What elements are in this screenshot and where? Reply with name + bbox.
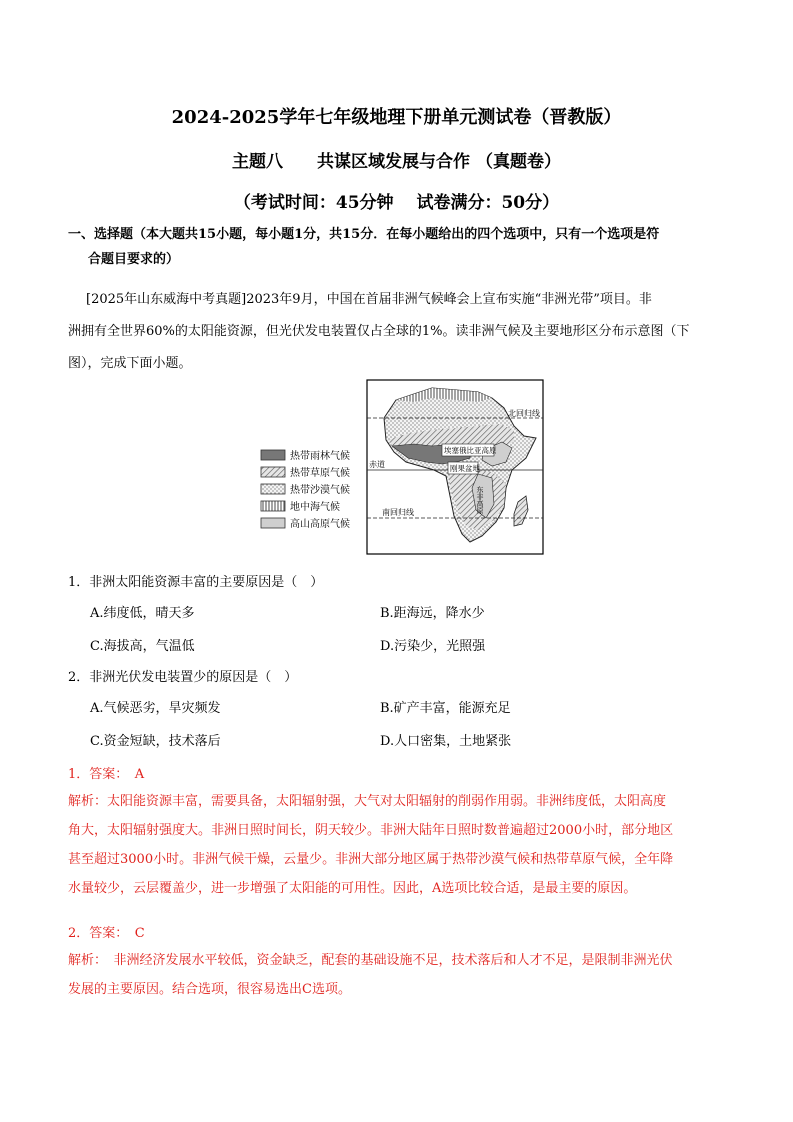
map-legend bbox=[261, 449, 350, 530]
exam-info: （考试时间：45分钟 试卷满分：50分） bbox=[233, 193, 560, 213]
analysis-1-line4: 水量较少，云层覆盖少，进一步增强了太阳能的可用性。因此，A选项比较合适，是最主要的原因。 bbox=[68, 881, 637, 896]
legend-item-2: 热带沙漠气候 bbox=[290, 485, 350, 496]
exam-subtitle: 主题八 共谋区域发展与合作 （真题卷） bbox=[232, 152, 561, 172]
q1-option-a[interactable]: A.纬度低，晴天多 bbox=[90, 606, 195, 621]
africa-climate-map bbox=[256, 378, 546, 556]
label-tropic-south: 南回归线 bbox=[382, 508, 414, 517]
question-1-stem: 1．非洲太阳能资源丰富的主要原因是（ ） bbox=[68, 575, 324, 590]
legend-item-4: 高山高原气候 bbox=[290, 519, 350, 530]
q1-option-b[interactable]: B.距海远，降水少 bbox=[380, 606, 485, 621]
analysis-1 bbox=[68, 787, 728, 903]
label-east-africa-plateau: 东非高原 bbox=[476, 486, 484, 514]
question-intro bbox=[68, 284, 726, 380]
label-tropic-north: 北回归线 bbox=[508, 409, 540, 418]
q2-option-d[interactable]: D.人口密集，土地紧张 bbox=[380, 734, 512, 749]
analysis-1-line3: 甚至超过3000小时。非洲气候干燥，云量少。非洲大部分地区属于热带沙漠气候和热带草原气候，全年降 bbox=[68, 852, 674, 867]
section-heading-line2: 合题目要求的） bbox=[88, 252, 180, 267]
intro-line3: 图），完成下面小题。 bbox=[68, 356, 192, 371]
q2-option-a[interactable]: A.气候恶劣，旱灾频发 bbox=[90, 701, 221, 716]
analysis-2 bbox=[68, 946, 728, 1004]
analysis-2-line2: 发展的主要原因。结合选项，很容易选出C选项。 bbox=[68, 982, 351, 997]
legend-item-0: 热带雨林气候 bbox=[290, 451, 350, 462]
legend-item-1: 热带草原气候 bbox=[290, 468, 350, 479]
analysis-2-line1: 解析： 非洲经济发展水平较低，资金缺乏，配套的基础设施不足，技术落后和人才不足，是限制非洲光伏 bbox=[68, 953, 673, 968]
q1-option-d[interactable]: D.污染少，光照强 bbox=[380, 639, 486, 654]
legend-item-3: 地中海气候 bbox=[290, 502, 340, 513]
label-ethiopian-highland: 埃塞俄比亚高原 bbox=[444, 446, 497, 455]
section-heading-line1: 一、选择题（本大题共15小题，每小题1分，共15分．在每小题给出的四个选项中，只有一个选项是符 bbox=[68, 227, 660, 242]
analysis-1-line1: 解析：太阳能资源丰富，需要具备，太阳辐射强，大气对太阳辐射的削弱作用弱。非洲纬度低，太阳高度 bbox=[68, 794, 667, 809]
exam-title: 2024-2025学年七年级地理下册单元测试卷（晋教版） bbox=[171, 107, 622, 128]
q2-option-c[interactable]: C.资金短缺，技术落后 bbox=[90, 734, 221, 749]
analysis-1-line2: 角大，太阳辐射强度大。非洲日照时间长，阴天较少。非洲大陆年日照时数普遍超过2000小时，部分地区 bbox=[68, 823, 674, 838]
label-congo-basin: 刚果盆地 bbox=[450, 464, 480, 473]
label-equator: 赤道 bbox=[369, 460, 385, 469]
answer-1: 1．答案： A bbox=[68, 767, 145, 782]
question-2-stem: 2．非洲光伏发电装置少的原因是（ ） bbox=[68, 670, 298, 685]
q1-option-c[interactable]: C.海拔高，气温低 bbox=[90, 639, 195, 654]
answer-2: 2．答案： C bbox=[68, 926, 145, 941]
q2-option-b[interactable]: B.矿产丰富，能源充足 bbox=[380, 701, 511, 716]
intro-line1: [2025年山东威海中考真题]2023年9月，中国在首届非洲气候峰会上宣布实施“非洲光带”项目。非 bbox=[86, 292, 652, 307]
intro-line2: 洲拥有全世界60%的太阳能资源，但光伏发电装置仅占全球的1%。读非洲气候及主要地形区分布示意图（下 bbox=[68, 324, 690, 339]
section-heading bbox=[68, 222, 718, 272]
